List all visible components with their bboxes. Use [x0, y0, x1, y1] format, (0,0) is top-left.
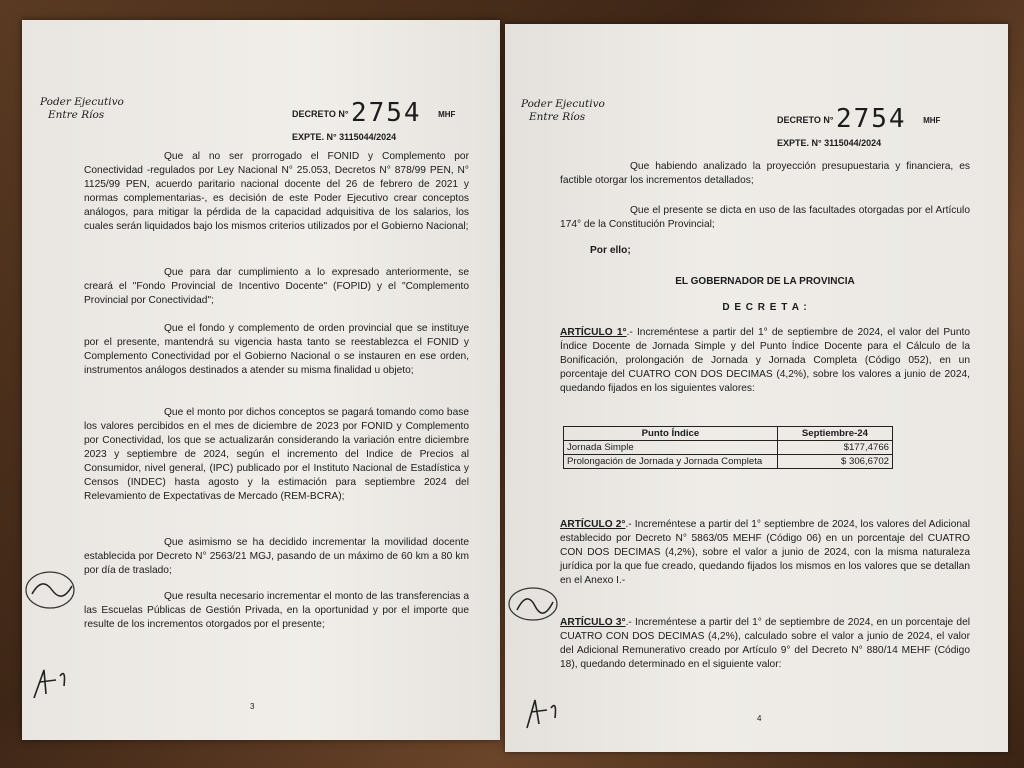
decreto-number: 2754 — [350, 98, 422, 128]
initials-stamp — [22, 560, 82, 620]
articulo-3-label: ARTÍCULO 3° — [560, 617, 626, 628]
table-cell: $177,4766 — [777, 441, 892, 455]
articulo-2-text: .- Increméntese a partir del 1° septiembre de 2024, los valores del Adicional establecido por Decreto N° 5863/05 MEHF (Código 06) en un porcentaje del CUATRO CON DOS DECIMAS (4,2%), sobre el valor a junio de 2024, con la misma naturaleza jurídica por la que fue creado, quedando fijados los mismos en los valores que se detallan en el Anexo I.- — [560, 519, 970, 586]
document-page-4 — [505, 24, 1008, 752]
paragraph-2: Que el presente se dicta en uso de las facultades otorgadas por el Artículo 174° de la Constitución Provincial; — [560, 205, 970, 230]
initials-stamp — [505, 580, 565, 628]
paragraph-5: Que asimismo se ha decidido incrementar la movilidad docente establecida por Decreto N° 2563/21 MGJ, pasando de un máximo de 60 km a 80 km por día de traslado; — [84, 537, 469, 576]
decreto-line — [292, 98, 455, 128]
paragraph-3: Que el fondo y complemento de orden provincial que se instituye por el presente, mantendrá su vigencia hasta tanto se reestablezca el FONID y Complemento Conectividad por el Gobierno Nacional o se instauren en ese orden, instrumentos análogos destinados a atender su misma finalidad u objeto; — [84, 323, 469, 376]
articulo-1 — [560, 326, 970, 396]
letterhead — [521, 98, 605, 124]
gobernador-heading: EL GOBERNADOR DE LA PROVINCIA — [675, 276, 855, 287]
table-cell: Prolongación de Jornada y Jornada Completa — [564, 455, 778, 469]
table-header: Punto Índice — [564, 427, 778, 441]
letterhead-line2: Entre Ríos — [529, 111, 586, 123]
paragraph-6: Que resulta necesario incrementar el monto de las transferencias a las Escuelas Públicas de Gestión Privada, en la oportunidad y por el importe que resulte de los incrementos otorgados por el presente; — [84, 591, 469, 630]
decreto-label: DECRETO N° — [292, 109, 349, 119]
expte-number: EXPTE. N° 3115044/2024 — [292, 132, 397, 142]
letterhead-line1: Poder Ejecutivo — [521, 98, 605, 110]
decreto-line — [777, 104, 940, 134]
decreto-suffix: MHF — [438, 110, 456, 119]
letterhead-line1: Poder Ejecutivo — [40, 96, 124, 108]
decreto-number: 2754 — [835, 104, 907, 134]
signature-mark — [513, 686, 573, 736]
table-row — [564, 441, 893, 455]
paragraph-1: Que habiendo analizado la proyección presupuestaria y financiera, es factible otorgar los incrementos detallados; — [560, 161, 970, 186]
decreta-heading: D E C R E T A : — [722, 302, 808, 313]
paragraph-2: Que para dar cumplimiento a lo expresado anteriormente, se creará el "Fondo Provincial de Incentivo Docente" (FOPID) y el "Complemento Provincial por Conectividad"; — [84, 267, 469, 306]
paragraph-4: Que el monto por dichos conceptos se pagará tomando como base los valores percibidos en el mes de diciembre de 2023 por FONID y Complemento por Conectividad, los que se actualizarán considerando la variación entre diciembre 2023 y septiembre de 2024, según el incremento del Indice de Precios al Consumidor, nivel general, (IPC) publicado por el Instituto Nacional de Estadística y Censos (INDEC) hasta agosto y la estimación para septiembre 2024 del Relevamiento de Expectativas de Mercado (REM-BCRA); — [84, 407, 469, 502]
articulo-2 — [560, 518, 970, 588]
page-number: 3 — [250, 702, 255, 711]
letterhead — [40, 96, 124, 122]
expte-number: EXPTE. N° 3115044/2024 — [777, 138, 882, 148]
table-row — [564, 455, 893, 469]
decreto-suffix: MHF — [923, 116, 941, 125]
table-cell: Jornada Simple — [564, 441, 778, 455]
paragraph-1: Que al no ser prorrogado el FONID y Complemento por Conectividad -regulados por Ley Nacional N° 25.053, Decretos N° 878/99 PEN, N° 1125/99 PEN, acuerdo paritario nacional docente del 26 de febrero de 2021 y normas complementarias-, es decisión de este Poder Ejecutivo crear conceptos análogos, para mitigar la pérdida de la capacidad adquisitiva de los salarios, los cuales serán liquidados bajo los mismos criterios utilizados por el Gobierno Nacional; — [84, 151, 469, 232]
page-number: 4 — [757, 714, 762, 723]
articulo-3-text: .- Increméntese a partir del 1° de septiembre de 2024, en un porcentaje del CUATRO CON DOS DECIMAS (4,2%), calculado sobre el valor a junio de 2024, el valor del Adicional Remunerativo creado por Artículo 9° del Decreto N° 880/14 MEHF (Código 18), quedando determinado en el siguiente valor: — [560, 617, 970, 670]
articulo-2-label: ARTÍCULO 2° — [560, 519, 626, 530]
articulo-3 — [560, 616, 970, 672]
signature-mark — [22, 650, 82, 710]
document-page-3 — [22, 20, 500, 740]
table-header: Septiembre-24 — [777, 427, 892, 441]
por-ello: Por ello; — [590, 245, 631, 256]
decreto-label: DECRETO N° — [777, 115, 834, 125]
punto-indice-table — [563, 426, 893, 469]
table-cell: $ 306,6702 — [777, 455, 892, 469]
letterhead-line2: Entre Ríos — [48, 109, 105, 121]
articulo-1-label: ARTÍCULO 1° — [560, 327, 627, 338]
articulo-1-text: .- Increméntese a partir del 1° de septiembre de 2024, el valor del Punto Índice Docente de Jornada Simple y del Punto Índice Docente para el Cálculo de la Bonificación, prolongación de Jornada y Jornada Completa (Código 052), en un porcentaje del CUATRO CON DOS DECIMAS (4,2%), sobre los valores a junio de 2024, quedando fijados en los siguientes valores: — [560, 327, 970, 394]
